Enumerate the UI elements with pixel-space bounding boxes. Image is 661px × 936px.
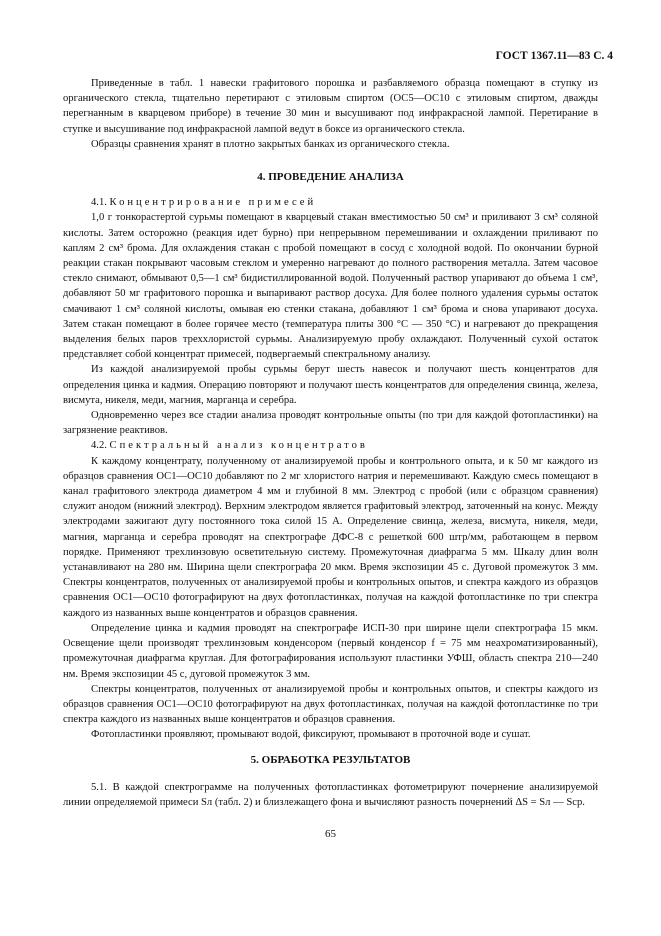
intro-block [63, 76, 598, 152]
paragraph: Спектры концентратов, полученных от анализируемой пробы и контрольных опытов, и спектры каждого из образцов сравнения ОС1—ОС10 фотографируют на двух фотопластинках, получая на каждой фотопластинке по три спектра каждого из названных выше концентратов и образцов сравнения. [63, 683, 598, 726]
paragraph: 1,0 г тонкорастертой сурьмы помещают в кварцевый стакан вместимостью 50 см³ и приливают 3 см³ соляной кислоты. Затем осторожно (реакция идет бурно) при непрерывном перемешивании и охлаждении приливают по каплям 2 см³ брома. Для охлаждения стакан с пробой помещают в сосуд с холодной водой. По окончании бурной реакции стакан покрывают часовым стеклом и умеренно нагревают до полного растворения металла. Затем часовое стекло снимают, обмывают 0,5—1 см³ бидистиллированной водой. Полученный раствор упаривают до объема 1 см³, добавляют 50 мг графитового порошка и выпаривают раствор досуха. Для более полного удаления сурьмы остаток смачивают 1 см³ соляной кислоты, омывая ею стенки стакана, добавляют 1 см³ брома и снова упаривают досуха. Затем стакан помещают в более горячее место (температура плиты 300 °С — 350 °С) и нагревают до прекращения выделения белых паров треххлористой сурьмы. Анализируемую пробу охлаждают. Полученный сухой остаток представляет собой концентрат примесей, подвергаемый спектральному анализу. [63, 212, 598, 361]
page-header: ГОСТ 1367.11—83 С. 4 [495, 50, 613, 62]
subsection-heading-4-1 [63, 195, 598, 210]
paragraph: Фотопластинки проявляют, промывают водой, фиксируют, промывают в проточной воде и сушат. [91, 729, 531, 741]
section-heading: 4. ПРОВЕДЕНИЕ АНАЛИЗА [257, 171, 404, 183]
paragraph: Из каждой анализируемой пробы сурьмы берут шесть навесок и получают шесть концентратов для определения цинка и кадмия. Операцию повторяют и получают шесть концентратов для определения свинца, железа, висмута, никеля, меди, магния, марганца и серебра. [63, 364, 598, 406]
paragraph: Приведенные в табл. 1 навески графитового порошка и разбавляемого образца помещают в ступку из органического стекла, тщательно перетирают с этиловым спиртом (ОС5—ОС10 с этиловым спиртом, дважды перегнанным в кварцевом приборе) в течение 30 мин и высушивают под инфракрасной лампой. Перетирание в ступке и высушивание под инфракрасной лампой ведут в боксе из органического стекла. [63, 78, 598, 135]
section-5 [63, 753, 598, 811]
subsection-title: Спектральный анализ концентратов [109, 440, 368, 452]
paragraph: 5.1. В каждой спектрограмме на полученных фотопластинках фотометрируют почернение анализируемой линии определяемой примеси Sл (табл. 2) и близлежащего фона и вычисляют разность почернений ΔS = Sл — Sср. [63, 782, 598, 809]
paragraph: Одновременно через все стадии анализа проводят контрольные опыты (по три для каждой фотопластинки) на загрязнение реактивов. [63, 410, 598, 437]
page-number: 65 [325, 828, 336, 840]
paragraph: Определение цинка и кадмия проводят на спектрографе ИСП-30 при ширине щели спектрографа 15 мкм. Освещение щели производят трехлинзовым конденсором (первый конденсор f = 75 мм неахроматизированный), промежуточная диафрагма круглая. Для фотографирования используют пластинки УФШ, область спектра 210—240 нм. Время экспозиции 45 с, дуговой промежуток 3 мм. [63, 622, 598, 680]
section-heading: 5. ОБРАБОТКА РЕЗУЛЬТАТОВ [250, 754, 411, 766]
paragraph: Образцы сравнения хранят в плотно закрытых банках из органического стекла. [91, 138, 450, 150]
subsection-number: 4.2. [91, 440, 107, 452]
section-4 [63, 170, 598, 743]
subsection-number: 4.1. [91, 197, 107, 209]
subsection-title: Концентрирование примесей [109, 197, 317, 209]
paragraph: К каждому концентрату, полученному от анализируемой пробы и контрольного опыта, и к 50 мг каждого из образцов сравнения ОС1—ОС10 добавляют по 2 мг хлористого натрия и перемешивают. Каждую смесь помещают в канал графитового электрода диаметром 4 мм и глубиной 8 мм. Электрод с пробой (или с образцом сравнения) служит анодом (нижний электрод). Верхним электродом является графитовый электрод, заточенный на конус. Между электродами зажигают дугу постоянного тока силой 15 А. Определение свинца, железа, висмута, никеля, меди, магния, марганца и серебра проводят на спектрографе ДФС-8 с решеткой 600 штр/мм, работающем в первом порядке. Применяют трехлинзовую осветительную систему. Промежуточная диафрагма 5 мм. Шкалу длин волн устанавливают на 280 нм. Ширина щели спектрографа 20 мкм. Время экспозиции 45 с. Дуговой промежуток 3 мм. Спектры концентратов, полученных от анализируемой пробы и контрольных опытов, и спектра каждого из образцов сравнения ОС1—ОС10 фотографируют на двух фотопластинках, получая на каждой фотопластинке по три спектра каждого из названных выше концентратов и образцов сравнения. [63, 455, 598, 619]
subsection-heading-4-2 [63, 438, 598, 453]
